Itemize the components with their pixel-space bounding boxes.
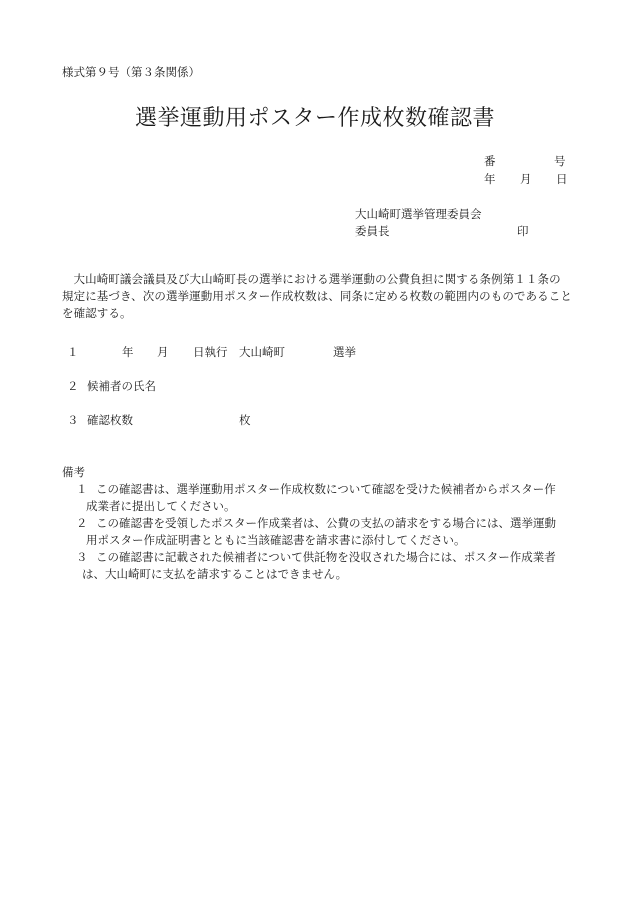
item3-number: ３ [67, 413, 79, 427]
document-title: 選挙運動用ポスター作成枚数確認書 [134, 106, 495, 131]
date-month-label: 月 [520, 172, 532, 186]
note-item [76, 515, 571, 549]
item1-election: 選挙 [333, 345, 356, 359]
number-suffix: 号 [554, 154, 566, 168]
issuer-chair: 委員長 [355, 224, 390, 238]
item1-year: 年 [122, 345, 134, 359]
item1-held: 日執行 [193, 345, 228, 359]
note-number: ２ [76, 516, 88, 530]
note-item [76, 549, 571, 583]
item3-unit: 枚 [239, 413, 251, 427]
item1-town: 大山崎町 [239, 345, 285, 359]
form-number: 様式第９号（第３条関係） [62, 65, 200, 79]
item2-label: 候補者の氏名 [87, 379, 156, 393]
date-year-label: 年 [484, 172, 496, 186]
note-text-line1: この確認書に記載された候補者について供託物を没収された場合には、ポスター作成業者 [96, 550, 556, 564]
item1-number: １ [67, 345, 79, 359]
issuer-committee: 大山崎町選挙管理委員会 [355, 207, 482, 221]
note-number: ３ [76, 550, 88, 564]
notes-heading: 備考 [62, 465, 85, 479]
note-number: １ [76, 482, 88, 496]
item3-label: 確認枚数 [87, 413, 133, 427]
note-text-line2: は、大山崎町に支払を請求することはできません。 [82, 567, 348, 581]
number-label: 番 [484, 154, 496, 168]
note-text-line1: この確認書は、選挙運動用ポスター作成枚数について確認を受けた候補者からポスター作 [96, 482, 556, 496]
date-day-label: 日 [556, 172, 568, 186]
item2-number: ２ [67, 379, 79, 393]
item1-month: 月 [157, 345, 169, 359]
body-paragraph: 大山崎町議会議員及び大山崎町長の選挙における選挙運動の公費負担に関する条例第１１条の規定に基づき、次の選挙運動用ポスター作成枚数は、同条に定める枚数の範囲内のものであることを確認する。 [62, 272, 572, 320]
seal-mark: 印 [517, 224, 529, 238]
note-text-line2: 成業者に提出してください。 [86, 499, 236, 513]
note-item [76, 481, 571, 515]
note-text-line2: 用ポスター作成証明書とともに当該確認書を請求書に添付してください。 [86, 533, 466, 547]
note-text-line1: この確認書を受領したポスター作成業者は、公費の支払の請求をする場合には、選挙運動 [96, 516, 556, 530]
